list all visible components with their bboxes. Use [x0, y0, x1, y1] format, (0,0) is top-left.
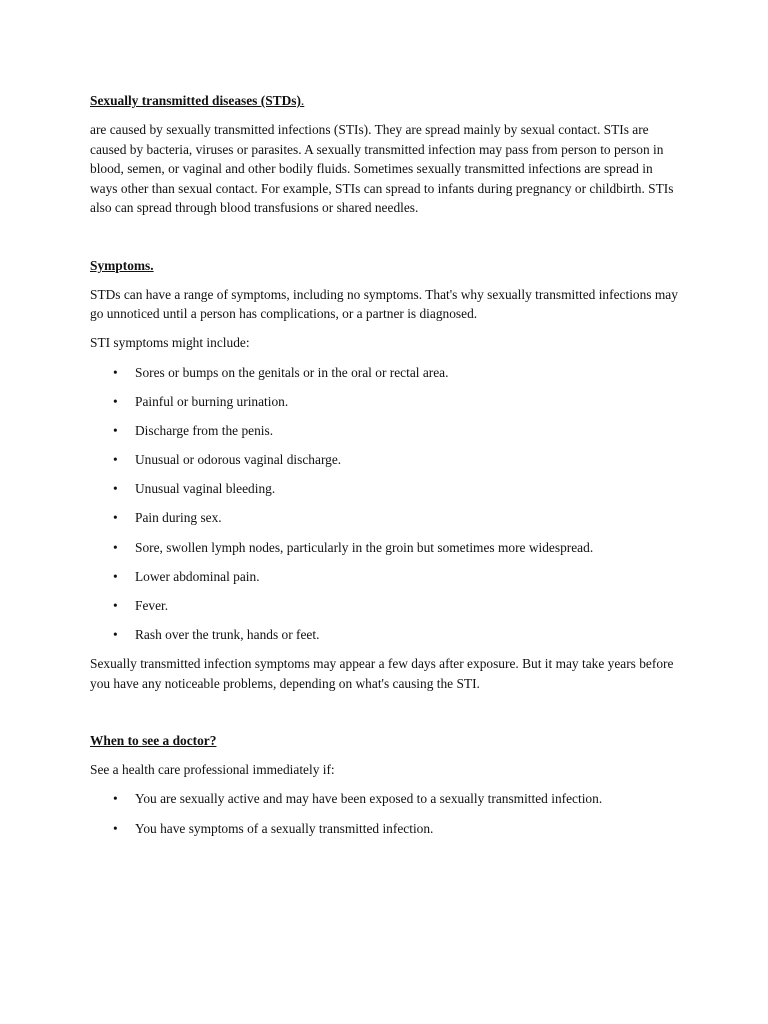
bullet-icon: •: [113, 791, 118, 807]
paragraph-stds-definition: are caused by sexually transmitted infections (STIs). They are spread mainly by sexual contact. STIs are caused by bacteria, viruses or parasites. A sexually transmitted infection may pass from person to person in blood, semen, or vaginal and other bodily fluids. Sometimes sexually transmitted infections are spread in ways other than sexual contact. For example, STIs can spread to infants during pregnancy or childbirth. STIs also can spread through blood transfusions or shared needles.: [90, 122, 674, 216]
bullet-icon: •: [113, 598, 118, 614]
list-item-text: Sores or bumps on the genitals or in the oral or rectal area.: [135, 364, 449, 380]
list-item-text: Sore, swollen lymph nodes, particularly in the groin but sometimes more widespread.: [135, 539, 594, 555]
section-heading-stds: [90, 91, 680, 111]
list-item: [90, 789, 680, 809]
bullet-icon: •: [113, 481, 118, 497]
paragraph-see-doctor-intro: See a health care professional immediately if:: [90, 762, 335, 778]
bullet-icon: •: [113, 510, 118, 526]
heading-text: Sexually transmitted diseases (STDs): [90, 93, 301, 108]
list-item-text: Lower abdominal pain.: [135, 568, 260, 584]
bullet-icon: •: [113, 820, 118, 836]
paragraph-symptoms-intro: STDs can have a range of symptoms, including no symptoms. That's why sexually transmitted infections may go unnoticed until a person has complications, or a partner is diagnosed.: [90, 286, 678, 322]
list-item-text: Unusual or odorous vaginal discharge.: [135, 452, 342, 468]
list-item-text: You are sexually active and may have been exposed to a sexually transmitted infection.: [135, 791, 603, 807]
symptoms-list: [90, 363, 680, 645]
list-item: [90, 819, 680, 839]
list-item-text: Pain during sex.: [135, 510, 222, 526]
heading-suffix: .: [300, 93, 305, 108]
list-item: [90, 450, 680, 470]
paragraph-symptoms-outro: Sexually transmitted infection symptoms may appear a few days after exposure. But it may take years before you have any noticeable problems, depending on what's causing the STI.: [90, 656, 674, 691]
bullet-icon: •: [113, 568, 118, 584]
bullet-icon: •: [113, 452, 118, 468]
section-symptoms: [90, 256, 680, 694]
bullet-icon: •: [113, 627, 118, 643]
section-heading-see-doctor: When to see a doctor?: [90, 733, 217, 749]
document-page: [90, 91, 680, 848]
list-item: [90, 567, 680, 587]
paragraph-symptoms-list-intro: STI symptoms might include:: [90, 335, 250, 351]
list-item: [90, 508, 680, 528]
section-see-doctor: [90, 731, 680, 838]
list-item-text: Unusual vaginal bleeding.: [135, 481, 276, 497]
list-item-text: Rash over the trunk, hands or feet.: [135, 627, 320, 643]
list-item: [90, 421, 680, 441]
bullet-icon: •: [113, 364, 118, 380]
section-stds: [90, 91, 680, 218]
list-item: [90, 538, 680, 558]
list-item-text: You have symptoms of a sexually transmitted infection.: [135, 820, 434, 836]
see-doctor-list: [90, 789, 680, 838]
list-item-text: Discharge from the penis.: [135, 422, 274, 438]
list-item-text: Fever.: [135, 598, 169, 614]
list-item: [90, 479, 680, 499]
bullet-icon: •: [113, 422, 118, 438]
list-item: [90, 363, 680, 383]
list-item: [90, 596, 680, 616]
list-item-text: Painful or burning urination.: [135, 393, 289, 409]
list-item: [90, 625, 680, 645]
bullet-icon: •: [113, 539, 118, 555]
list-item: [90, 392, 680, 412]
section-heading-symptoms: Symptoms.: [90, 257, 154, 273]
bullet-icon: •: [113, 393, 118, 409]
